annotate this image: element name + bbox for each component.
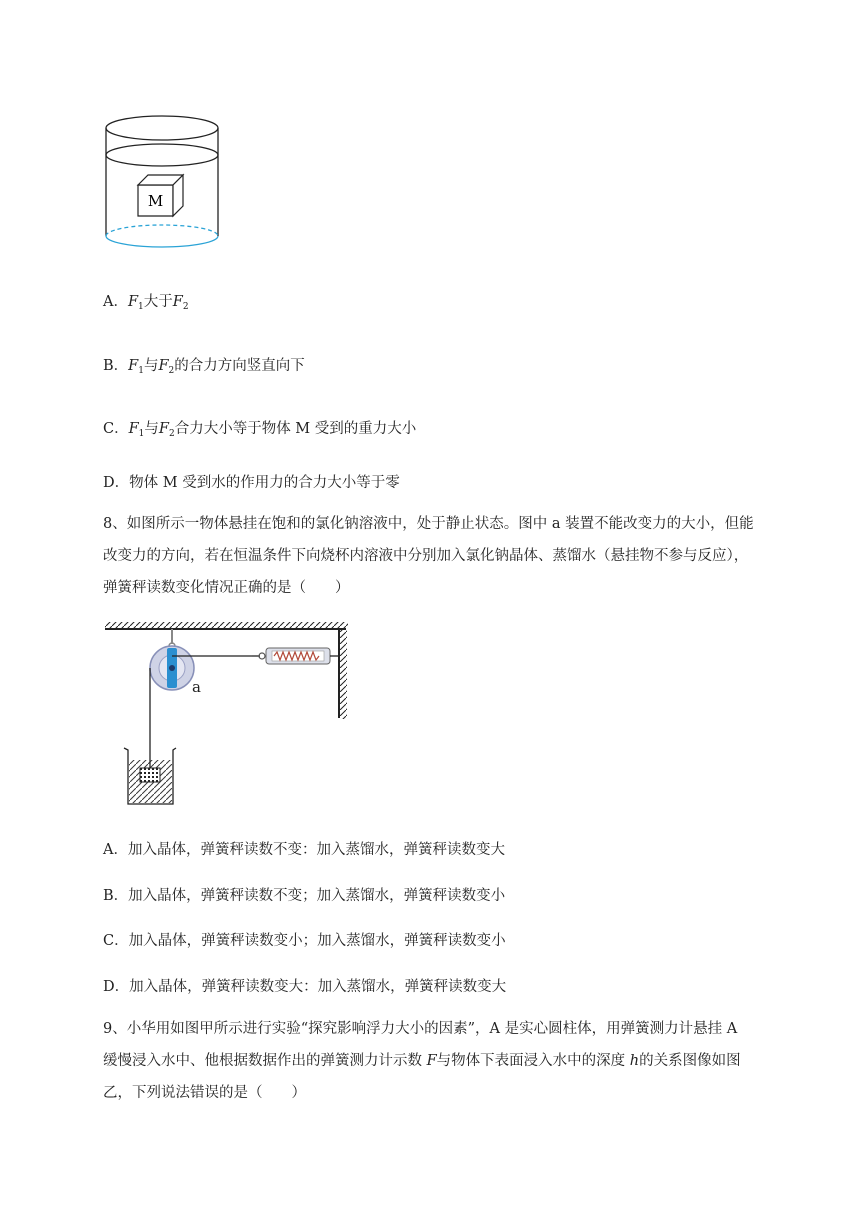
q8-option-b[interactable]: B．加入晶体，弹簧秤读数不变；加入蒸馏水，弹簧秤读数变小	[103, 888, 506, 904]
q8-option-a[interactable]: A．加入晶体，弹簧秤读数不变：加入蒸馏水，弹簧秤读数变大	[103, 842, 505, 858]
pulley-label: a	[192, 678, 201, 696]
q7-option-d[interactable]: D．物体 M 受到水的作用力的合力大小等于零	[103, 475, 400, 491]
q7-option-b[interactable]: B．$F_1$与$F_2$的合力方向竖直向下	[103, 358, 305, 376]
pulley-a	[150, 646, 194, 690]
q8-stem: 8、如图所示一物体悬挂在饱和的氯化钠溶液中，处于静止状态。图中 a 装置不能改变力的大小，但能 改变力的方向，若在恒温条件下向烧杯内溶液中分别加入氯化钠晶体、蒸馏水（悬挂物不参与反应）， 弹簧秤读数变化情况正确的是（ ）	[103, 516, 754, 596]
cube-label: M	[147, 192, 164, 210]
q9-stem: 9、小华用如图甲所示进行实验“探究影响浮力大小的因素”，A 是实心圆柱体，用弹簧测力计悬挂 A 缓慢浸入水中、他根据数据作出的弹簧测力计示数 F与物体下表面浸入水中的深度 h的关系图像如图 乙，下列说法错误的是（ ）	[103, 1021, 741, 1101]
pulley-spring-figure	[100, 620, 355, 810]
q8-option-d[interactable]: D．加入晶体，弹簧秤读数变大：加入蒸馏水，弹簧秤读数变大	[103, 979, 507, 995]
cube-m	[138, 175, 183, 216]
q7-option-c[interactable]: C．$F_1$与$F_2$合力大小等于物体 M 受到的重力大小	[103, 421, 417, 439]
spring-scale	[252, 648, 339, 664]
q7-option-a[interactable]: A．$F_1$大于$F_2$	[103, 294, 189, 312]
q8-option-c[interactable]: C．加入晶体，弹簧秤读数变小；加入蒸馏水，弹簧秤读数变小	[103, 933, 506, 949]
beaker-cube-figure	[100, 110, 225, 255]
